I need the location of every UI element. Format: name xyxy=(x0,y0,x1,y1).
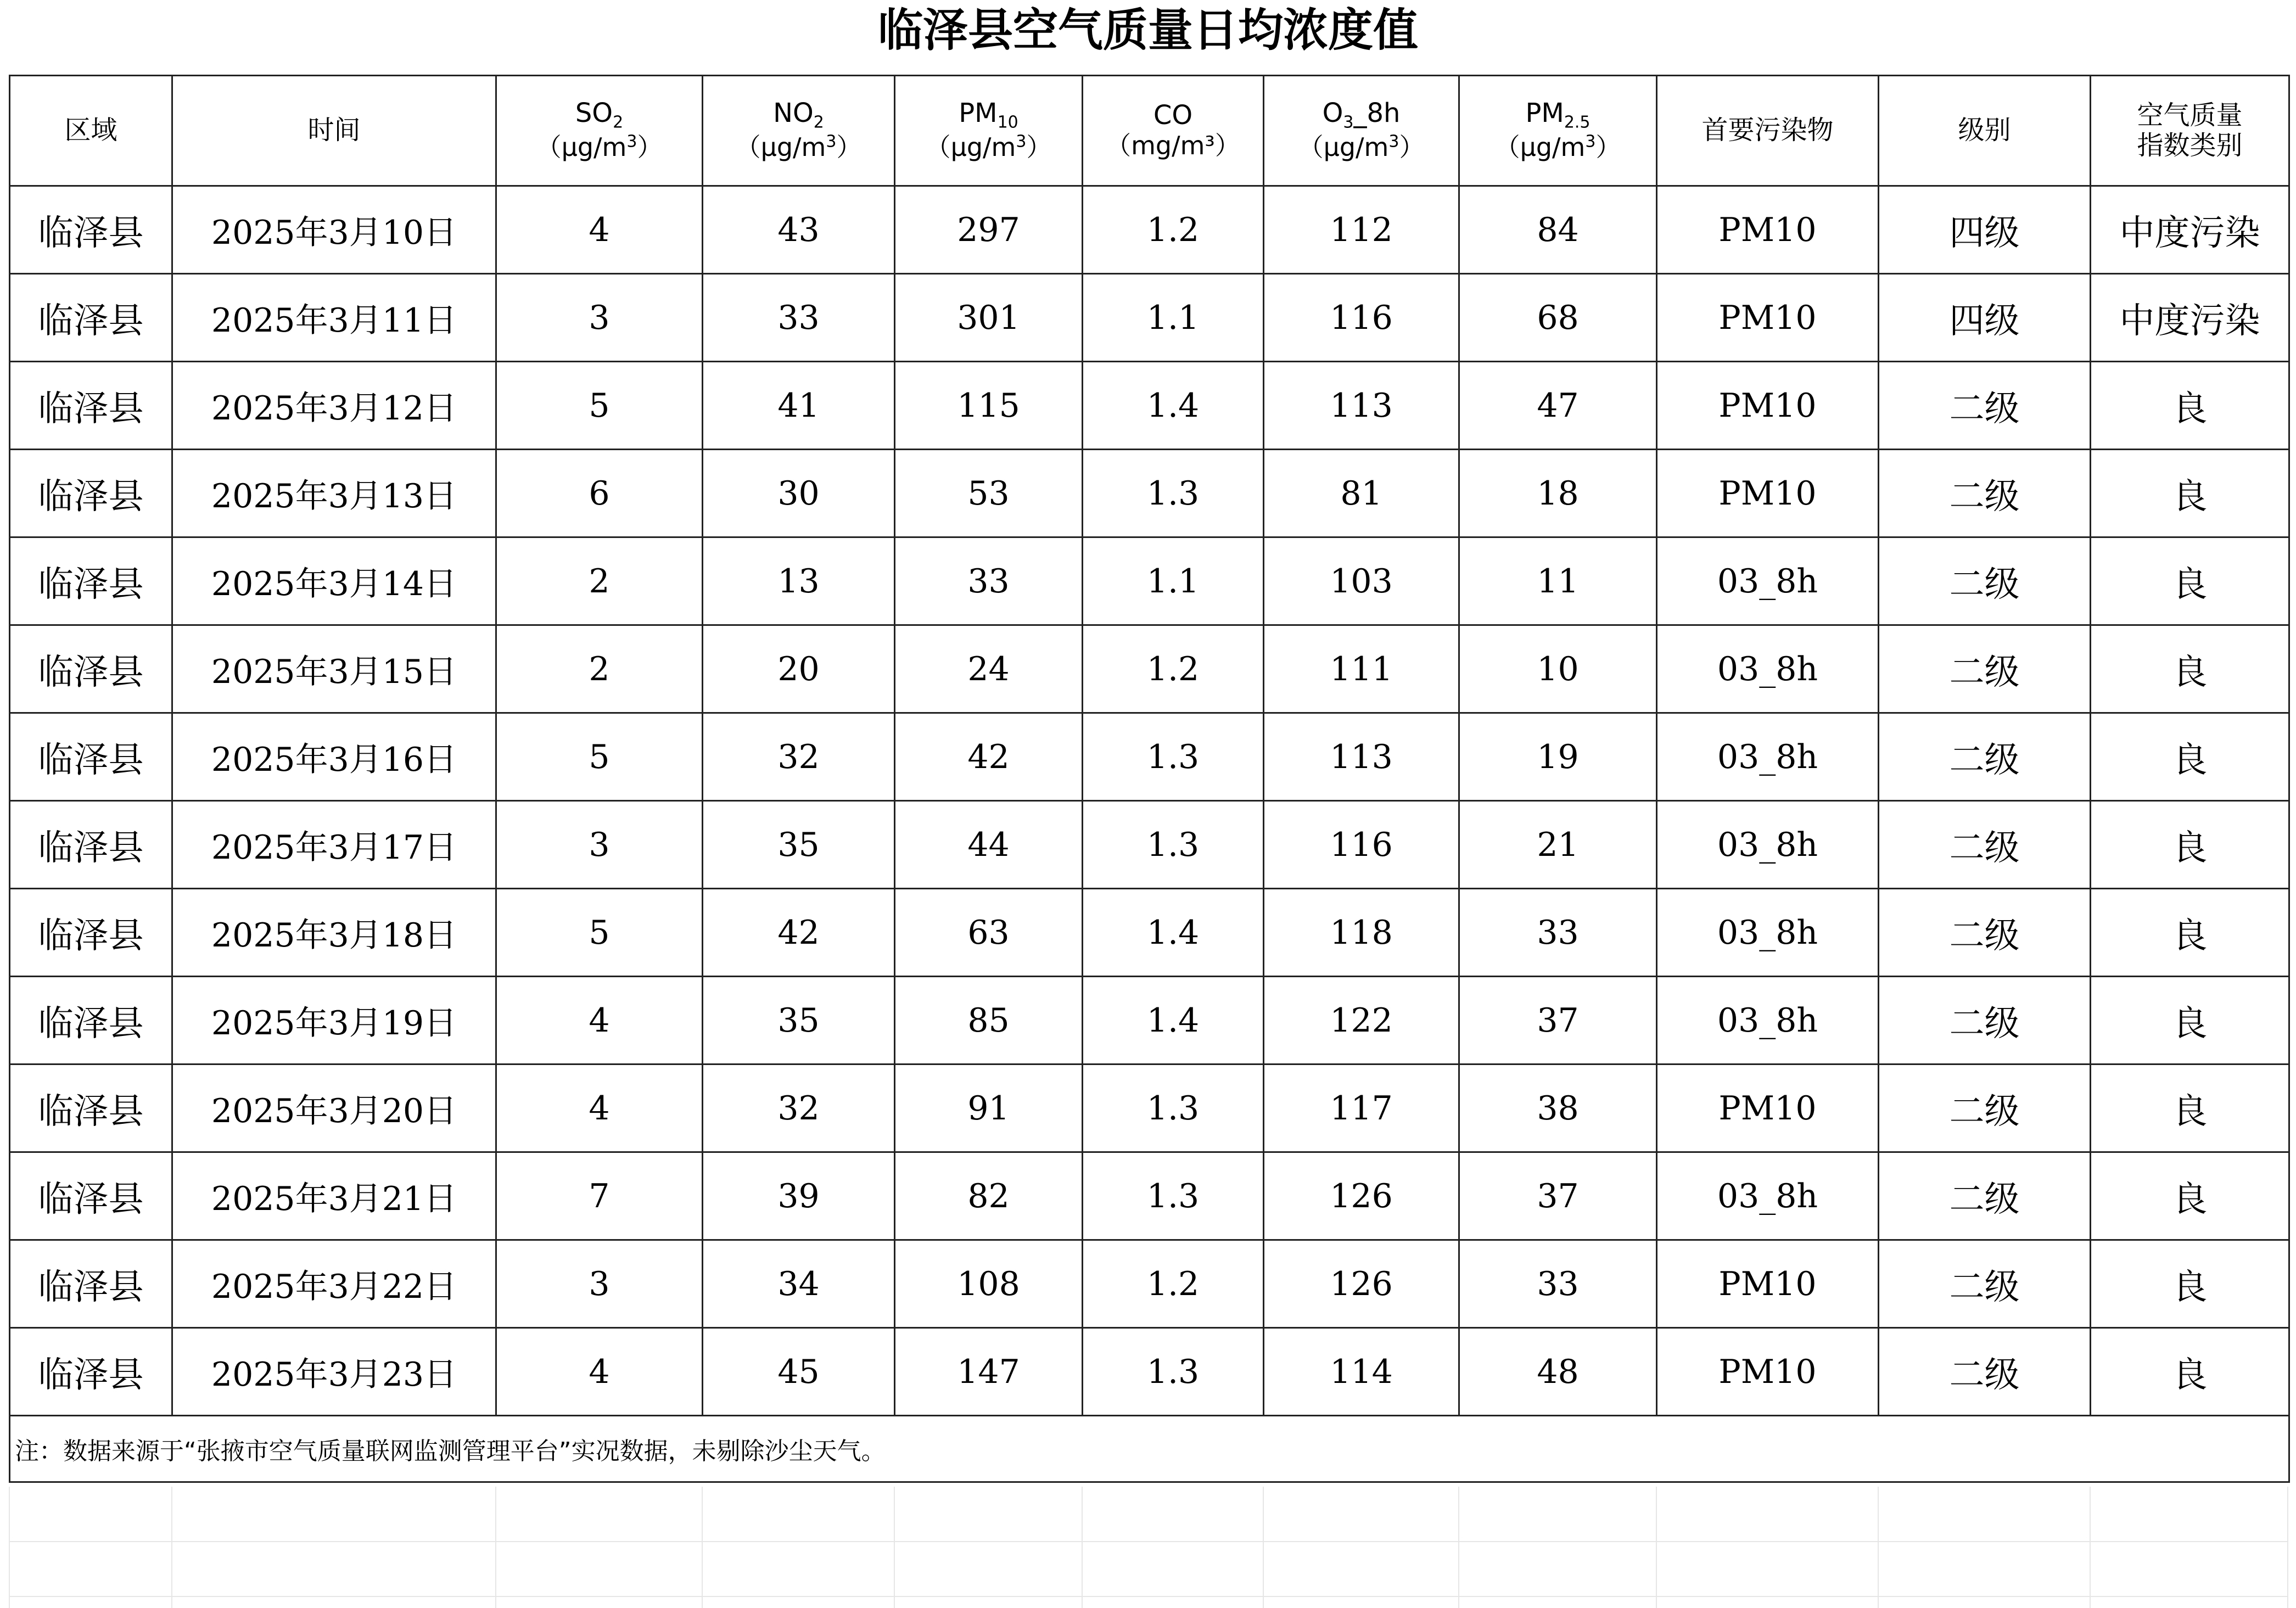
header-pm10-name: PM xyxy=(959,98,998,129)
header-no2-unit: $(\mu g/m^3)$ xyxy=(735,132,862,163)
cell-co: 1.3 xyxy=(1083,1152,1264,1240)
header-level: 级别 xyxy=(1879,76,2091,186)
cell-level: 二级 xyxy=(1879,801,2091,889)
cell-pm10: 115 xyxy=(895,362,1083,450)
header-co xyxy=(1083,76,1264,186)
cell-no2: 20 xyxy=(703,625,895,713)
cell-category: 良 xyxy=(2091,362,2289,450)
cell-date: 2025年3月17日 xyxy=(172,801,496,889)
table-row xyxy=(10,274,2289,362)
cell-category: 良 xyxy=(2091,889,2289,977)
table-row xyxy=(10,801,2289,889)
header-no2-sub: 2 xyxy=(813,113,824,132)
cell-pm25: 33 xyxy=(1459,1240,1657,1328)
cell-co: 1.3 xyxy=(1083,713,1264,801)
cell-primary-pollutant: PM10 xyxy=(1657,362,1879,450)
cell-category: 良 xyxy=(2091,977,2289,1064)
cell-date: 2025年3月10日 xyxy=(172,186,496,274)
sheet-gridline xyxy=(1458,1487,1459,1608)
cell-pm25: 47 xyxy=(1459,362,1657,450)
cell-category: 中度污染 xyxy=(2091,186,2289,274)
table-row xyxy=(10,537,2289,625)
cell-co: 1.1 xyxy=(1083,537,1264,625)
cell-no2: 42 xyxy=(703,889,895,977)
cell-primary-pollutant: PM10 xyxy=(1657,1064,1879,1152)
cell-primary-pollutant: 03_8h xyxy=(1657,1152,1879,1240)
cell-pm25: 21 xyxy=(1459,801,1657,889)
cell-pm10: 24 xyxy=(895,625,1083,713)
cell-category: 良 xyxy=(2091,1328,2289,1416)
cell-co: 1.3 xyxy=(1083,1064,1264,1152)
table-row xyxy=(10,625,2289,713)
footnote-row xyxy=(10,1416,2289,1482)
cell-primary-pollutant: 03_8h xyxy=(1657,889,1879,977)
cell-pm25: 18 xyxy=(1459,450,1657,537)
cell-o3-8h: 117 xyxy=(1264,1064,1459,1152)
header-region: 区域 xyxy=(10,76,172,186)
cell-o3-8h: 81 xyxy=(1264,450,1459,537)
header-pm25-sub: 2.5 xyxy=(1564,113,1591,132)
header-o3 xyxy=(1264,76,1459,186)
sheet-gridline xyxy=(2090,1487,2091,1608)
cell-no2: 32 xyxy=(703,713,895,801)
cell-pm10: 44 xyxy=(895,801,1083,889)
cell-level: 二级 xyxy=(1879,1152,2091,1240)
header-row xyxy=(10,76,2289,186)
cell-so2: 3 xyxy=(496,801,703,889)
cell-o3-8h: 126 xyxy=(1264,1240,1459,1328)
cell-date: 2025年3月14日 xyxy=(172,537,496,625)
cell-level: 二级 xyxy=(1879,977,2091,1064)
cell-pm10: 33 xyxy=(895,537,1083,625)
cell-level: 二级 xyxy=(1879,889,2091,977)
header-category-line2: 指数类别 xyxy=(2137,130,2243,161)
cell-pm25: 68 xyxy=(1459,274,1657,362)
cell-so2: 4 xyxy=(496,1328,703,1416)
cell-level: 二级 xyxy=(1879,625,2091,713)
cell-date: 2025年3月11日 xyxy=(172,274,496,362)
cell-date: 2025年3月23日 xyxy=(172,1328,496,1416)
cell-primary-pollutant: 03_8h xyxy=(1657,713,1879,801)
cell-o3-8h: 113 xyxy=(1264,713,1459,801)
header-category-line1: 空气质量 xyxy=(2137,99,2243,131)
header-so2-sub: 2 xyxy=(613,113,624,132)
sheet-gridline xyxy=(495,1487,496,1608)
cell-region: 临泽县 xyxy=(10,362,172,450)
cell-so2: 6 xyxy=(496,450,703,537)
cell-date: 2025年3月18日 xyxy=(172,889,496,977)
table-row xyxy=(10,1064,2289,1152)
sheet-gridline xyxy=(1082,1487,1083,1608)
table-row xyxy=(10,450,2289,537)
cell-no2: 39 xyxy=(703,1152,895,1240)
cell-o3-8h: 116 xyxy=(1264,274,1459,362)
cell-primary-pollutant: 03_8h xyxy=(1657,977,1879,1064)
header-so2-name: SO xyxy=(575,98,613,129)
cell-o3-8h: 112 xyxy=(1264,186,1459,274)
header-o3-unit: $(\mu g/m^3)$ xyxy=(1298,132,1425,163)
cell-no2: 43 xyxy=(703,186,895,274)
empty-sheet-rows xyxy=(9,1487,2288,1608)
cell-primary-pollutant: PM10 xyxy=(1657,186,1879,274)
cell-o3-8h: 122 xyxy=(1264,977,1459,1064)
cell-pm25: 48 xyxy=(1459,1328,1657,1416)
cell-primary-pollutant: 03_8h xyxy=(1657,537,1879,625)
header-pm10-sub: 10 xyxy=(997,113,1018,132)
header-co-unit: （mg/m³） xyxy=(1106,131,1240,160)
cell-co: 1.2 xyxy=(1083,625,1264,713)
cell-no2: 33 xyxy=(703,274,895,362)
cell-co: 1.3 xyxy=(1083,450,1264,537)
cell-level: 二级 xyxy=(1879,362,2091,450)
table-row xyxy=(10,1240,2289,1328)
table-row xyxy=(10,713,2289,801)
header-co-name: CO xyxy=(1153,99,1193,131)
cell-category: 良 xyxy=(2091,450,2289,537)
table-row xyxy=(10,186,2289,274)
sheet-gridline xyxy=(1878,1487,1879,1608)
air-quality-table xyxy=(9,75,2290,1483)
sheet-gridline xyxy=(171,1487,172,1608)
cell-region: 临泽县 xyxy=(10,1240,172,1328)
cell-category: 良 xyxy=(2091,625,2289,713)
cell-category: 良 xyxy=(2091,1240,2289,1328)
cell-pm10: 53 xyxy=(895,450,1083,537)
cell-so2: 2 xyxy=(496,537,703,625)
sheet-gridline xyxy=(702,1487,703,1608)
cell-no2: 30 xyxy=(703,450,895,537)
cell-pm10: 82 xyxy=(895,1152,1083,1240)
cell-primary-pollutant: 03_8h xyxy=(1657,801,1879,889)
header-pm10-unit: $(\mu g/m^3)$ xyxy=(925,132,1052,163)
cell-date: 2025年3月20日 xyxy=(172,1064,496,1152)
header-primary-pollutant: 首要污染物 xyxy=(1657,76,1879,186)
cell-so2: 3 xyxy=(496,1240,703,1328)
cell-o3-8h: 111 xyxy=(1264,625,1459,713)
cell-no2: 32 xyxy=(703,1064,895,1152)
cell-level: 二级 xyxy=(1879,537,2091,625)
cell-no2: 45 xyxy=(703,1328,895,1416)
cell-region: 临泽县 xyxy=(10,186,172,274)
cell-pm10: 85 xyxy=(895,977,1083,1064)
cell-date: 2025年3月15日 xyxy=(172,625,496,713)
cell-co: 1.2 xyxy=(1083,1240,1264,1328)
cell-co: 1.3 xyxy=(1083,1328,1264,1416)
cell-category: 良 xyxy=(2091,1064,2289,1152)
cell-pm25: 84 xyxy=(1459,186,1657,274)
header-pm25 xyxy=(1459,76,1657,186)
header-so2 xyxy=(496,76,703,186)
header-o3-suffix: _8h xyxy=(1353,98,1401,129)
cell-category: 良 xyxy=(2091,1152,2289,1240)
cell-pm10: 42 xyxy=(895,713,1083,801)
cell-category: 中度污染 xyxy=(2091,274,2289,362)
cell-o3-8h: 114 xyxy=(1264,1328,1459,1416)
table-row xyxy=(10,977,2289,1064)
cell-co: 1.4 xyxy=(1083,977,1264,1064)
cell-region: 临泽县 xyxy=(10,889,172,977)
cell-category: 良 xyxy=(2091,537,2289,625)
cell-so2: 5 xyxy=(496,889,703,977)
cell-co: 1.4 xyxy=(1083,362,1264,450)
cell-date: 2025年3月22日 xyxy=(172,1240,496,1328)
cell-o3-8h: 103 xyxy=(1264,537,1459,625)
cell-primary-pollutant: PM10 xyxy=(1657,274,1879,362)
sheet-gridline xyxy=(9,1487,10,1608)
cell-level: 二级 xyxy=(1879,1064,2091,1152)
cell-level: 二级 xyxy=(1879,1328,2091,1416)
header-pm25-name: PM xyxy=(1525,98,1564,129)
cell-region: 临泽县 xyxy=(10,537,172,625)
cell-no2: 34 xyxy=(703,1240,895,1328)
header-category xyxy=(2091,76,2289,186)
cell-so2: 5 xyxy=(496,362,703,450)
cell-no2: 35 xyxy=(703,977,895,1064)
cell-level: 四级 xyxy=(1879,186,2091,274)
cell-region: 临泽县 xyxy=(10,1064,172,1152)
cell-region: 临泽县 xyxy=(10,1328,172,1416)
cell-no2: 13 xyxy=(703,537,895,625)
cell-region: 临泽县 xyxy=(10,274,172,362)
sheet-gridline xyxy=(1656,1487,1657,1608)
cell-region: 临泽县 xyxy=(10,977,172,1064)
cell-level: 二级 xyxy=(1879,1240,2091,1328)
cell-region: 临泽县 xyxy=(10,450,172,537)
cell-pm10: 297 xyxy=(895,186,1083,274)
cell-so2: 3 xyxy=(496,274,703,362)
cell-category: 良 xyxy=(2091,713,2289,801)
cell-pm10: 63 xyxy=(895,889,1083,977)
cell-o3-8h: 118 xyxy=(1264,889,1459,977)
cell-level: 二级 xyxy=(1879,713,2091,801)
table-row xyxy=(10,362,2289,450)
sheet-gridline xyxy=(894,1487,895,1608)
cell-pm25: 38 xyxy=(1459,1064,1657,1152)
header-time: 时间 xyxy=(172,76,496,186)
cell-pm10: 147 xyxy=(895,1328,1083,1416)
cell-date: 2025年3月19日 xyxy=(172,977,496,1064)
cell-date: 2025年3月21日 xyxy=(172,1152,496,1240)
table-row xyxy=(10,889,2289,977)
cell-pm10: 91 xyxy=(895,1064,1083,1152)
cell-pm25: 37 xyxy=(1459,977,1657,1064)
cell-co: 1.1 xyxy=(1083,274,1264,362)
cell-level: 四级 xyxy=(1879,274,2091,362)
cell-region: 临泽县 xyxy=(10,801,172,889)
page-title: 临泽县空气质量日均浓度值 xyxy=(877,4,1418,57)
cell-no2: 35 xyxy=(703,801,895,889)
cell-category: 良 xyxy=(2091,801,2289,889)
cell-co: 1.3 xyxy=(1083,801,1264,889)
header-pm25-unit: $(\mu g/m^3)$ xyxy=(1494,132,1621,163)
cell-date: 2025年3月13日 xyxy=(172,450,496,537)
cell-pm25: 37 xyxy=(1459,1152,1657,1240)
cell-region: 临泽县 xyxy=(10,1152,172,1240)
cell-no2: 41 xyxy=(703,362,895,450)
cell-o3-8h: 116 xyxy=(1264,801,1459,889)
header-o3-name: O xyxy=(1322,98,1343,129)
table-row xyxy=(10,1328,2289,1416)
cell-region: 临泽县 xyxy=(10,713,172,801)
header-no2-name: NO xyxy=(773,98,814,129)
cell-so2: 7 xyxy=(496,1152,703,1240)
cell-pm10: 301 xyxy=(895,274,1083,362)
table-row xyxy=(10,1152,2289,1240)
header-no2 xyxy=(703,76,895,186)
cell-region: 临泽县 xyxy=(10,625,172,713)
sheet-gridline xyxy=(1263,1487,1264,1608)
cell-co: 1.4 xyxy=(1083,889,1264,977)
cell-co: 1.2 xyxy=(1083,186,1264,274)
cell-o3-8h: 126 xyxy=(1264,1152,1459,1240)
cell-pm10: 108 xyxy=(895,1240,1083,1328)
sheet-gridline xyxy=(2287,1487,2288,1608)
cell-o3-8h: 113 xyxy=(1264,362,1459,450)
header-so2-unit: $(\mu g/m^3)$ xyxy=(536,132,663,163)
cell-pm25: 33 xyxy=(1459,889,1657,977)
cell-primary-pollutant: 03_8h xyxy=(1657,625,1879,713)
cell-so2: 4 xyxy=(496,186,703,274)
cell-so2: 4 xyxy=(496,1064,703,1152)
header-pm10 xyxy=(895,76,1083,186)
cell-primary-pollutant: PM10 xyxy=(1657,1328,1879,1416)
cell-so2: 4 xyxy=(496,977,703,1064)
header-o3-sub: 3 xyxy=(1343,113,1354,132)
cell-level: 二级 xyxy=(1879,450,2091,537)
cell-date: 2025年3月12日 xyxy=(172,362,496,450)
cell-date: 2025年3月16日 xyxy=(172,713,496,801)
cell-so2: 5 xyxy=(496,713,703,801)
cell-pm25: 19 xyxy=(1459,713,1657,801)
cell-so2: 2 xyxy=(496,625,703,713)
cell-pm25: 10 xyxy=(1459,625,1657,713)
footnote: 注：数据来源于“张掖市空气质量联网监测管理平台”实况数据，未剔除沙尘天气。 xyxy=(10,1416,2289,1482)
cell-primary-pollutant: PM10 xyxy=(1657,450,1879,537)
cell-primary-pollutant: PM10 xyxy=(1657,1240,1879,1328)
cell-pm25: 11 xyxy=(1459,537,1657,625)
